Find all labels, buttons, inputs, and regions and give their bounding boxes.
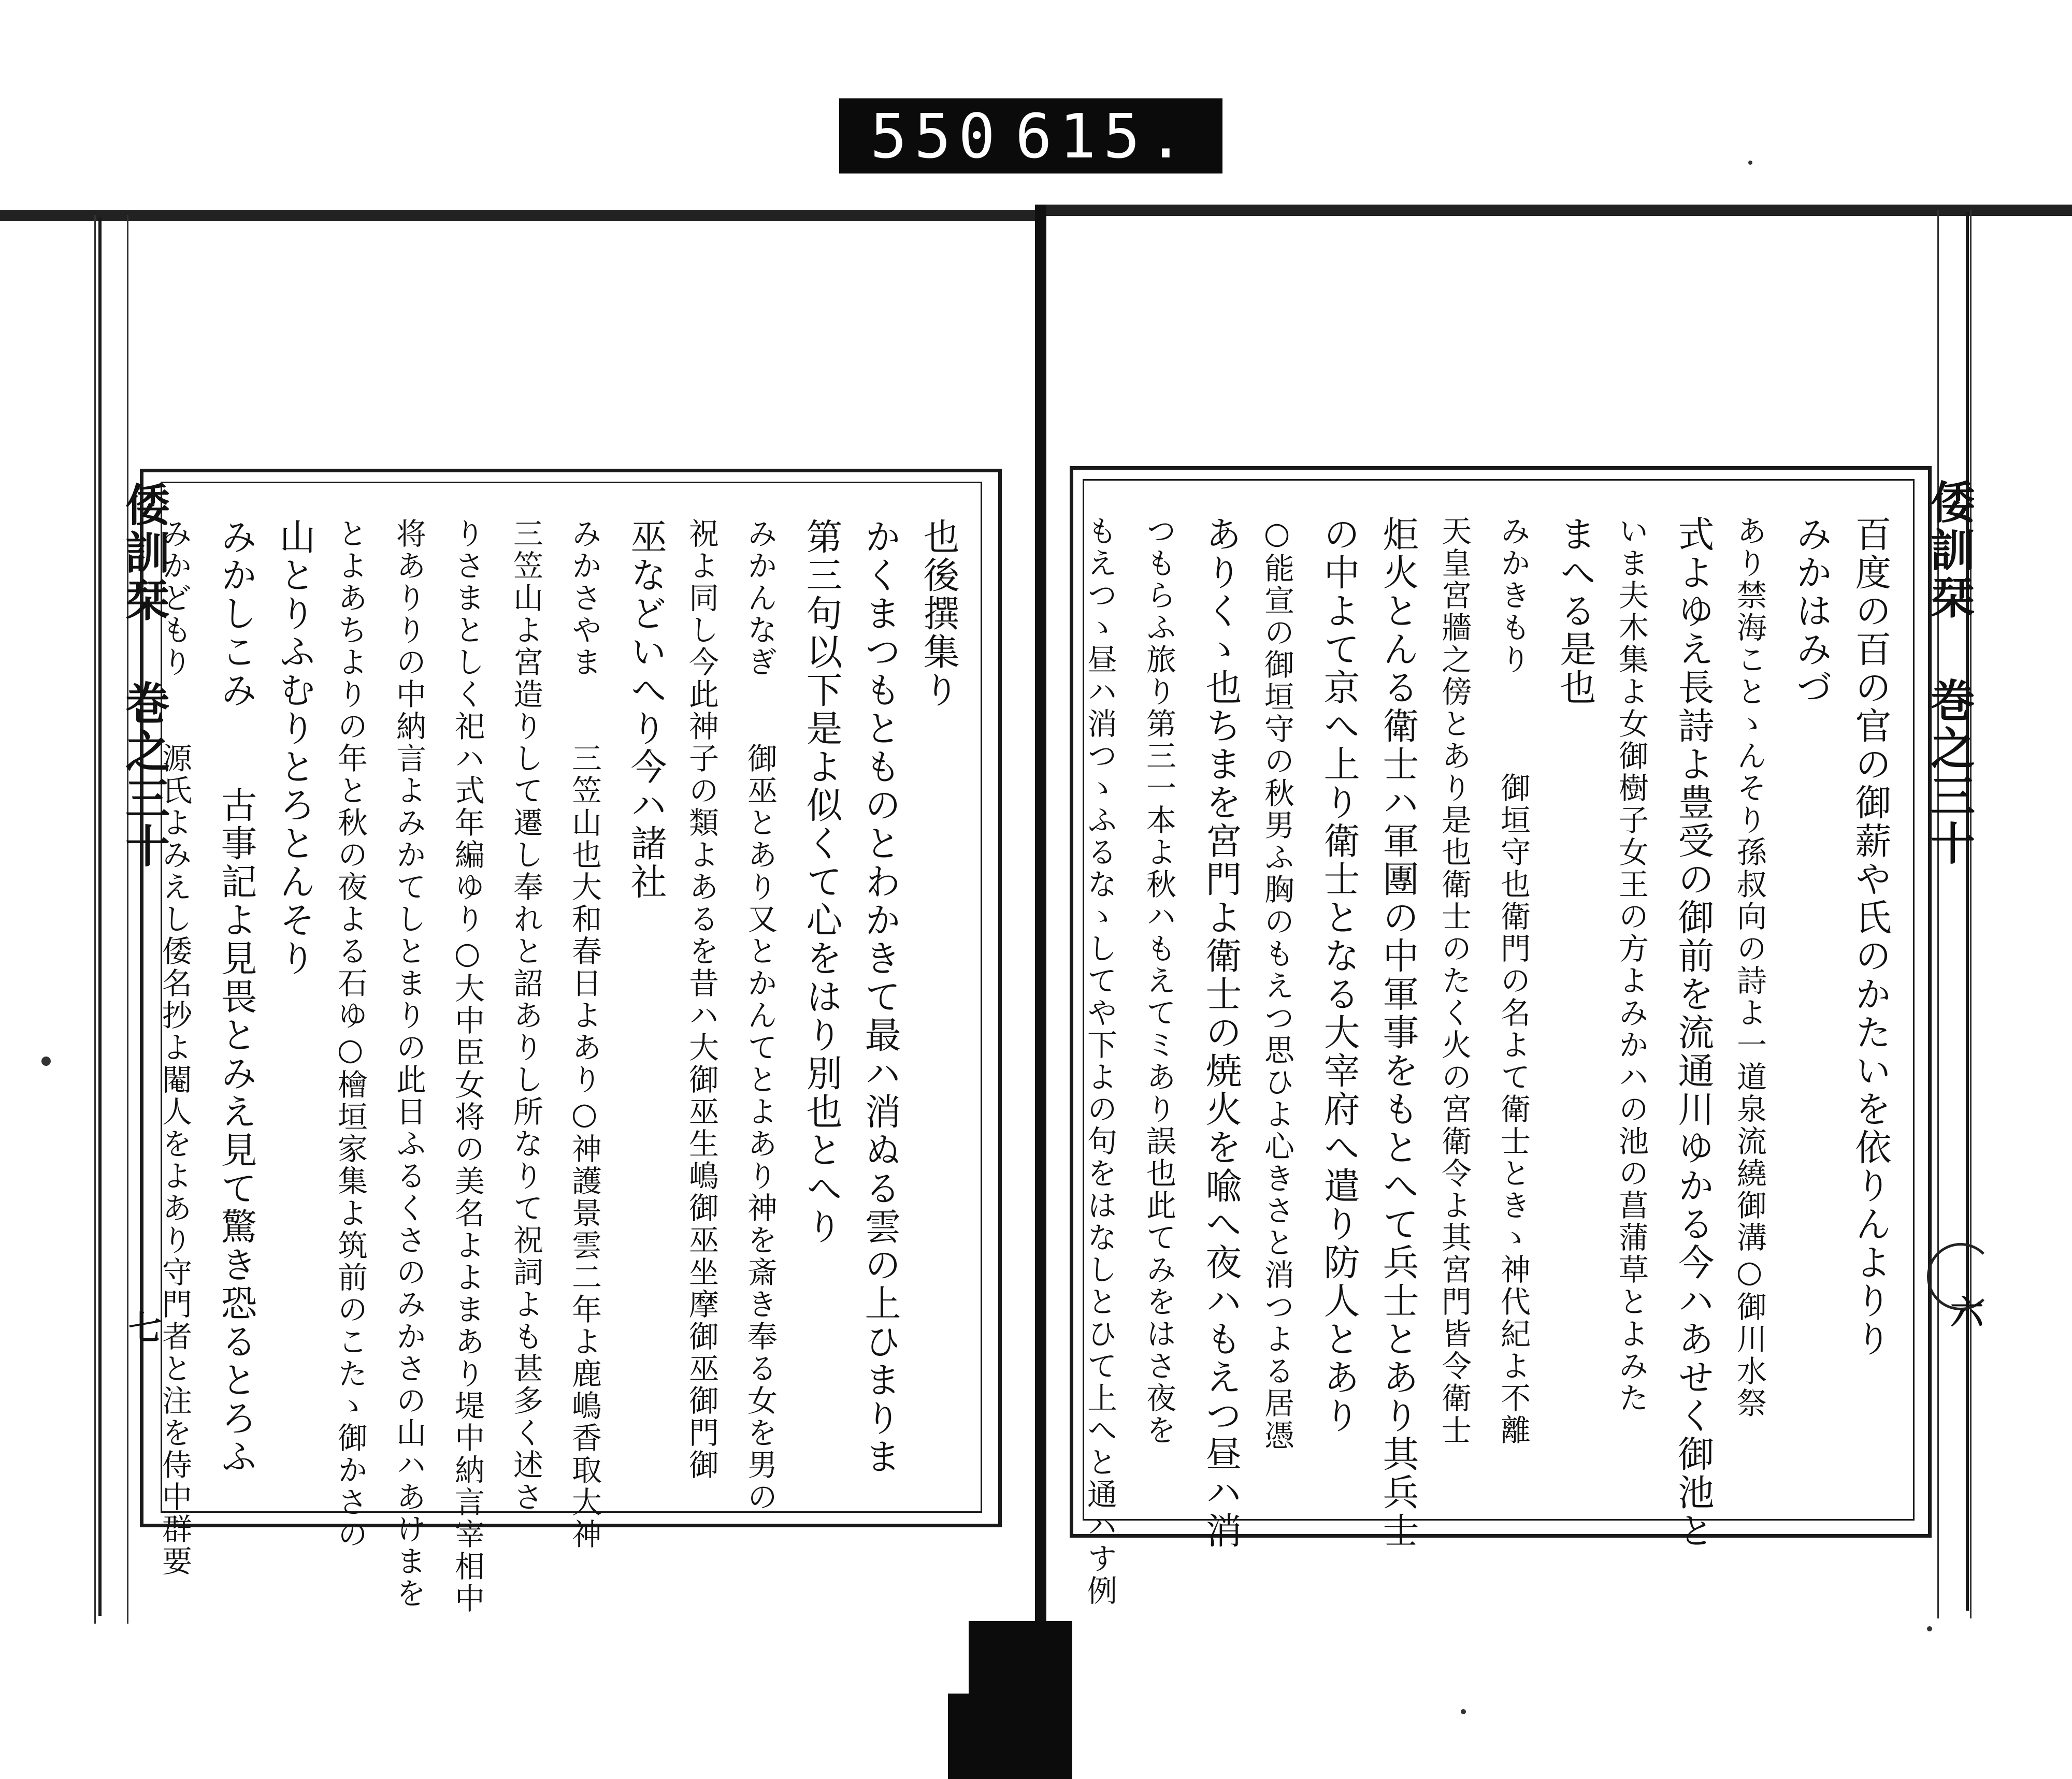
right-running-head: 倭訓栞 巻之三十	[1923, 479, 1975, 868]
spine-shadow	[969, 1621, 1072, 1779]
left-page-number: 七	[123, 1310, 162, 1343]
text-column: みかんなぎ 御巫とあり又とかんてとよあり神を斎き奉る女を男の	[742, 518, 778, 1513]
ink-speck	[41, 1057, 51, 1066]
text-column: みかどもり 源氏よみえし倭名抄よ閹人をよあり守門者と注を侍中群要	[157, 518, 192, 1578]
text-column: いま夫木集よ女御樹子女王の方よみかハの池の菖蒲草とよみた	[1614, 515, 1649, 1414]
text-column: みかはみづ	[1790, 515, 1833, 707]
text-column: つもらふ旅り第三一本よ秋ハもえてミあり誤也此てみをはさ夜を	[1141, 515, 1176, 1447]
text-column: 祝よ同し今此神子の類よあるを昔ハ大御巫生嶋御巫坐摩御巫御門御	[684, 518, 719, 1481]
text-column: 也後撰集り	[917, 518, 960, 710]
text-column: みかさやま 三笠山也大和春日よあり○神護景雲二年よ鹿嶋香取大神	[567, 518, 602, 1551]
text-column: 巫などいへり今ハ諸社	[625, 518, 667, 901]
text-column: もえつゝ昼ハ消つゝふるなゝしてや下よの句をはなしとひて上へと通ハす例	[1082, 515, 1117, 1607]
text-column: かくまつもとものとわかきて最ハ消ぬる雲の上ひまりま	[859, 518, 901, 1476]
text-column: 山とりふむりとろとんそり	[274, 518, 316, 978]
right-page-number: 六	[1945, 1295, 1983, 1328]
outer-edge-left	[98, 218, 102, 1616]
archive-number-left: 550	[870, 100, 1003, 172]
ink-speck	[1461, 1709, 1466, 1714]
book-spine	[1035, 205, 1046, 1629]
text-column: 炬火とんる衛士ハ軍團の中軍事をもとへて兵士とあり其兵士	[1377, 515, 1419, 1550]
text-column: りさまとしく祀ハ式年編ゆり○大中臣女将の美名よよまあり堤中納言宰相中	[450, 518, 485, 1615]
ink-speck	[1927, 1626, 1932, 1631]
text-column: まへる是也	[1554, 515, 1596, 707]
text-column: 第三句以下是よ似くて心をはり別也とへり	[800, 518, 843, 1246]
text-column: みかしこみ 古事記よ見畏とみえ見て驚き恐るとろふ	[215, 518, 257, 1476]
text-column: あり禁海ことゝんそり孫叔向の詩よ一道泉流繞御溝○御川水祭	[1732, 515, 1767, 1420]
book-top-edge-left	[0, 210, 1035, 221]
text-column: 式よゆえ長詩よ豊受の御前を流通川ゆかる今ハあせく御池と	[1672, 515, 1715, 1550]
text-column: 天皇宮牆之傍とあり是也衛士のたく火の宮衛令よ其宮門皆令衛士	[1436, 515, 1472, 1447]
text-column: ○能宣の御垣守の秋男ふ胸のもえつ思ひよ心きさと消つよる居憑	[1259, 515, 1294, 1452]
book-top-edge-right	[1046, 205, 2072, 216]
archive-number-right: 615.	[1015, 100, 1191, 172]
text-column: の中よて京へ上り衛士となる大宰府へ遣り防人とあり	[1318, 515, 1360, 1435]
left-running-head: 倭訓栞 巻之三十	[118, 482, 170, 871]
archive-label	[839, 98, 1222, 173]
outer-edge-right	[1966, 212, 1969, 1611]
text-column: 百度の百の官の御薪や氏のかたいを依りんよりり	[1849, 515, 1892, 1358]
text-column: 三笠山よ宮造りして遷し奉れと詔ありし所なりて祝詞よも甚多く述さ	[508, 518, 543, 1513]
text-column: 将ありりの中納言よみかてしとまりの此日ふるくさのみかさの山ハあけまを	[391, 518, 426, 1610]
ink-speck	[1748, 161, 1752, 165]
text-column: みかきもり 御垣守也衛門の名よて衛士ときゝ神代紀よ不離	[1495, 515, 1531, 1447]
text-column: とよあちよりの年と秋の夜よる石ゆ○檜垣家集よ筑前のこたゝ御かさの	[333, 518, 368, 1551]
text-column: ありくゝ也ちまを宮門よ衛士の焼火を喩へ夜ハもえつ昼ハ消	[1200, 515, 1242, 1550]
